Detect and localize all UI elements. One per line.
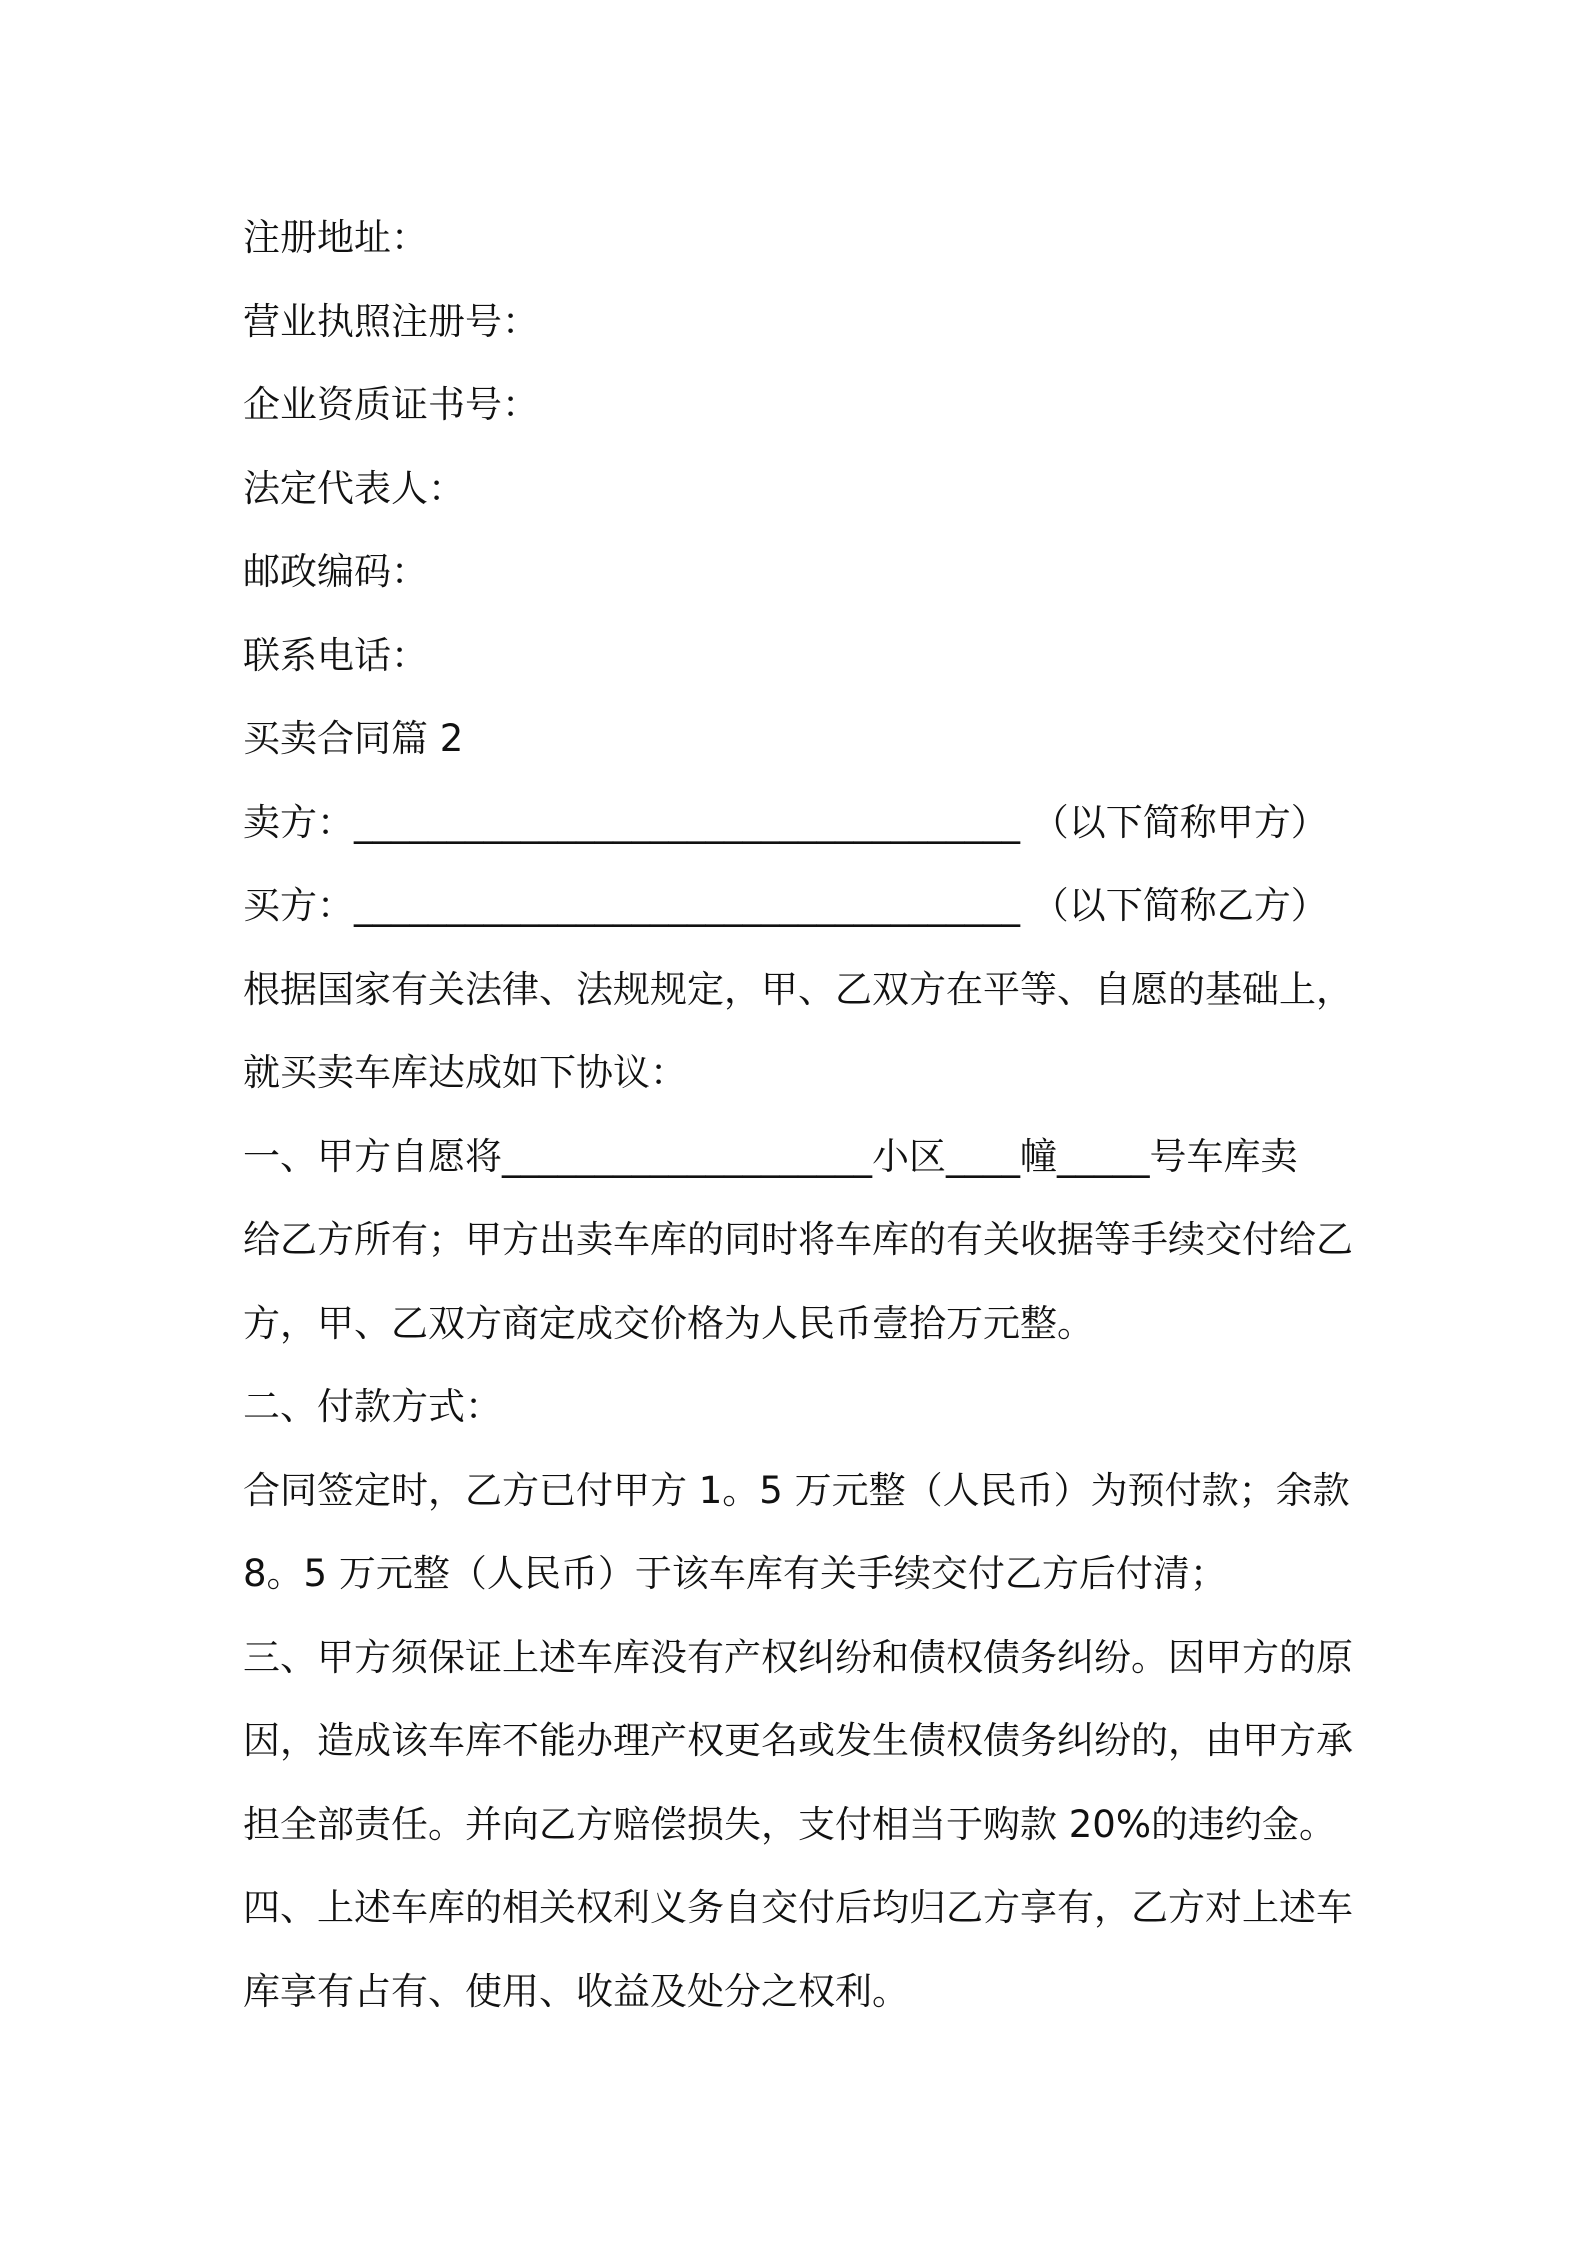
clause-line: 四、上述车库的相关权利义务自交付后均归乙方享有，乙方对上述车 (243, 1886, 1353, 1929)
section-heading: 买卖合同篇 2 (243, 717, 464, 760)
field-business-license-number: 营业执照注册号： (243, 299, 539, 343)
field-registered-address: 注册地址： (243, 216, 428, 259)
paragraph-line: 就买卖车库达成如下协议： (243, 1051, 687, 1094)
clause-line: 方，甲、乙双方商定成交价格为人民币壹拾万元整。 (243, 1301, 1094, 1345)
buyer-line: 买方：____________________________________ （以下简称乙方） (243, 884, 1328, 927)
clause-line: 给乙方所有；甲方出卖车库的同时将车库的有关收据等手续交付给乙 (243, 1218, 1353, 1261)
field-contact-phone: 联系电话： (243, 633, 428, 677)
clause-line: 合同签定时，乙方已付甲方 1。5 万元整（人民币）为预付款；余款 (243, 1468, 1350, 1512)
field-legal-representative: 法定代表人： (243, 466, 465, 510)
document-body (243, 196, 1363, 2033)
clause-line: 8。5 万元整（人民币）于该车库有关手续交付乙方后付清； (243, 1552, 1227, 1595)
clause-line: 二、付款方式： (243, 1385, 502, 1428)
clause-line: 三、甲方须保证上述车库没有产权纠纷和债权债务纠纷。因甲方的原 (243, 1635, 1353, 1679)
clause-line: 一、甲方自愿将____________________小区____幢_____号车库卖 (243, 1134, 1298, 1178)
seller-line: 卖方：____________________________________ （以下简称甲方） (243, 800, 1328, 844)
paragraph-line: 根据国家有关法律、法规规定，甲、乙双方在平等、自愿的基础上， (243, 967, 1353, 1011)
clause-line: 因，造成该车库不能办理产权更名或发生债权债务纠纷的，由甲方承 (243, 1719, 1353, 1762)
field-postal-code: 邮政编码： (243, 550, 428, 593)
clause-line: 库享有占有、使用、收益及处分之权利。 (243, 1969, 909, 2013)
clause-line: 担全部责任。并向乙方赔偿损失，支付相当于购款 20%的违约金。 (243, 1802, 1336, 1846)
field-qualification-certificate-number: 企业资质证书号： (243, 383, 539, 426)
